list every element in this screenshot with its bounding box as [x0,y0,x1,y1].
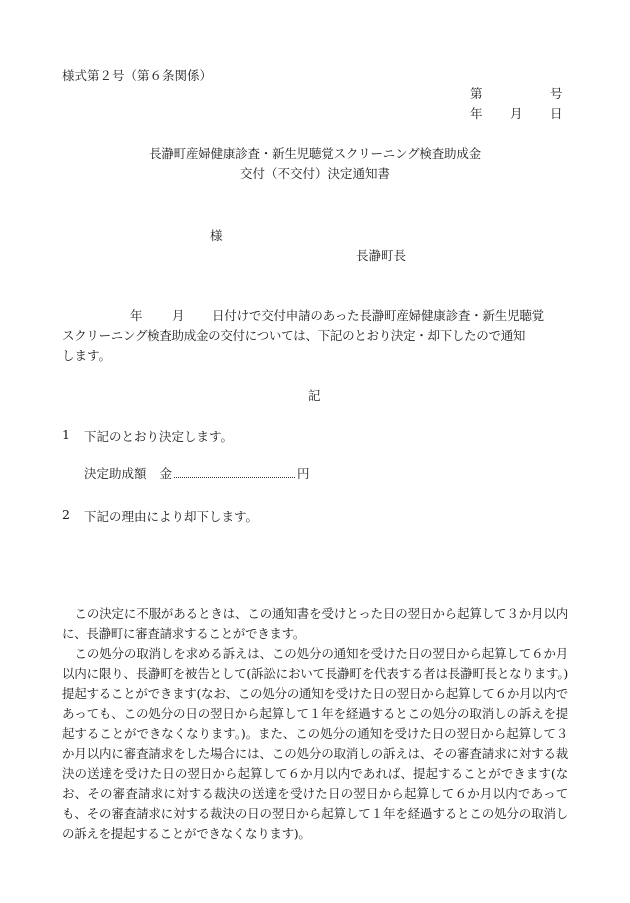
notice-paragraph-1: この決定に不服があるときは、この通知書を受けとった日の翌日から起算して３か月以内に、長瀞町に審査請求することができます。 [62,606,568,641]
item1-text: 下記のとおり決定します。 [84,429,234,444]
amount-blank [174,467,295,478]
intro-line1: 日付けで交付申請のあった長瀞町産婦健康診査・新生児聴覚 [212,308,544,323]
item2-number: 2 [62,507,70,522]
item2-text: 下記の理由により却下します。 [84,509,259,524]
date-month: 月 [510,106,523,121]
intro-year: 年 [130,308,143,323]
intro-line3: します。 [62,348,112,363]
date-year: 年 [470,106,483,121]
document-title-line1: 長瀞町産婦健康診査・新生児聴覚スクリーニング検査助成金 [149,146,481,161]
notice-paragraph-2: この処分の取消しを求める訴えは、この処分の通知を受けた日の翌日から起算して６か月以内に限り、長瀞町を被告として(訴訟において長瀞町を代表する者は長瀞町長となります。)提起することができます(なお、この処分の通知を受けた日の翌日から起算して６か月以内であっても、この処分の日の翌日から起算して１年を経過するとこの処分の取消しの訴えを提起することができなくなります。)。また、この処分の通知を受けた日の翌日から起算して３か月以内に審査請求をした場合には、この処分の取消しの訴えは、その審査請求に対する裁決の送達を受けた日の翌日から起算して６か月以内であれば、提起することができます(なお、その審査請求に対する裁決の送達を受けた日の翌日から起算して６か月以内であっても、その審査請求に対する裁決の日の翌日から起算して１年を経過するとこの処分の取消しの訴えを提起することができなくなります)。 [62,646,568,841]
yen-label: 円 [297,466,310,481]
item1-number: 1 [62,427,70,442]
ki-heading: 記 [308,388,321,403]
document-title-line2: 交付（不交付）決定通知書 [239,166,390,181]
addressee-suffix: 様 [210,228,223,243]
amount-row [84,464,310,482]
form-label: 様式第２号（第６条関係） [62,68,213,83]
date-day: 日 [550,106,563,121]
kin-label: 金 [159,466,173,481]
amount-label: 決定助成額 [84,466,147,481]
intro-month: 月 [172,308,185,323]
doc-number-dai: 第 [470,86,483,101]
issuer-name: 長瀞町長 [356,248,407,263]
intro-line2: スクリーニング検査助成金の交付については、下記のとおり決定・却下したので通知 [62,328,526,343]
doc-number-go: 号 [550,86,563,101]
